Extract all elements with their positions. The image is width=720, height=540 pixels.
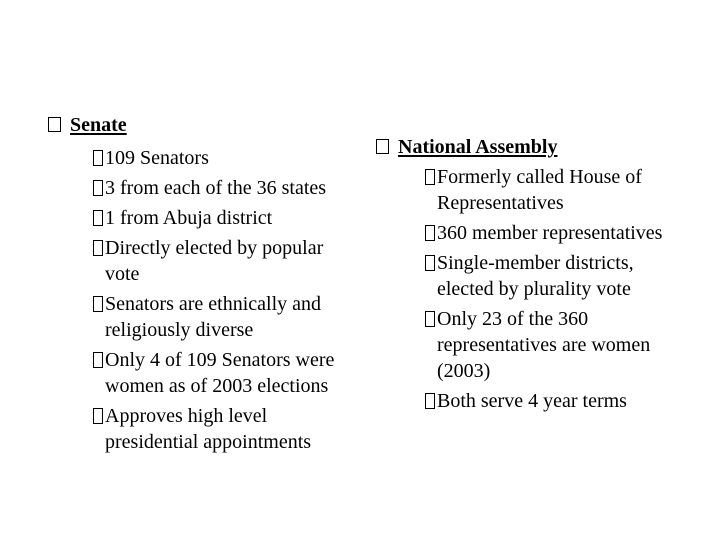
list-item-text: Directly elected by popular vote (105, 237, 324, 285)
list-item (425, 164, 685, 216)
list-item-text: Only 4 of 109 Senators were women as of 2003 elections (105, 349, 335, 397)
list-item-text: 3 from each of the 36 states (105, 177, 327, 199)
list-item (93, 175, 355, 201)
assembly-column (376, 134, 686, 418)
heading-bullet-icon (376, 139, 389, 154)
bullet-icon (93, 352, 103, 368)
senate-heading-text: Senate (70, 114, 127, 136)
list-item-text: Both serve 4 year terms (437, 390, 627, 412)
list-item (93, 347, 355, 399)
senate-column (48, 112, 358, 459)
heading-bullet-icon (48, 117, 61, 132)
list-item (425, 388, 685, 414)
assembly-heading (376, 134, 686, 160)
list-item-text: Single-member districts, elected by plurality vote (437, 252, 634, 300)
list-item-text: Formerly called House of Representatives (437, 166, 642, 214)
bullet-icon (425, 225, 435, 241)
assembly-bullet-list (425, 164, 685, 414)
bullet-icon (93, 240, 103, 256)
bullet-icon (425, 255, 435, 271)
list-item (93, 291, 355, 343)
list-item-text: Only 23 of the 360 representatives are women (2003) (437, 308, 651, 382)
list-item-text: 109 Senators (105, 147, 209, 169)
list-item (93, 145, 355, 171)
bullet-icon (93, 210, 103, 226)
list-item-text: 1 from Abuja district (105, 207, 273, 229)
senate-bullet-list (93, 145, 355, 455)
list-item (93, 205, 355, 231)
assembly-heading-text: National Assembly (398, 136, 558, 158)
list-item (425, 306, 685, 384)
list-item-text: 360 member representatives (437, 222, 663, 244)
bullet-icon (425, 393, 435, 409)
bullet-icon (425, 169, 435, 185)
senate-heading (48, 112, 358, 138)
list-item (425, 250, 685, 302)
list-item-text: Approves high level presidential appointments (105, 405, 312, 453)
bullet-icon (93, 296, 103, 312)
bullet-icon (93, 180, 103, 196)
list-item-text: Senators are ethnically and religiously diverse (105, 293, 322, 341)
list-item (93, 235, 355, 287)
bullet-icon (93, 408, 103, 424)
bullet-icon (425, 311, 435, 327)
bullet-icon (93, 150, 103, 166)
list-item (93, 403, 355, 455)
list-item (425, 220, 685, 246)
